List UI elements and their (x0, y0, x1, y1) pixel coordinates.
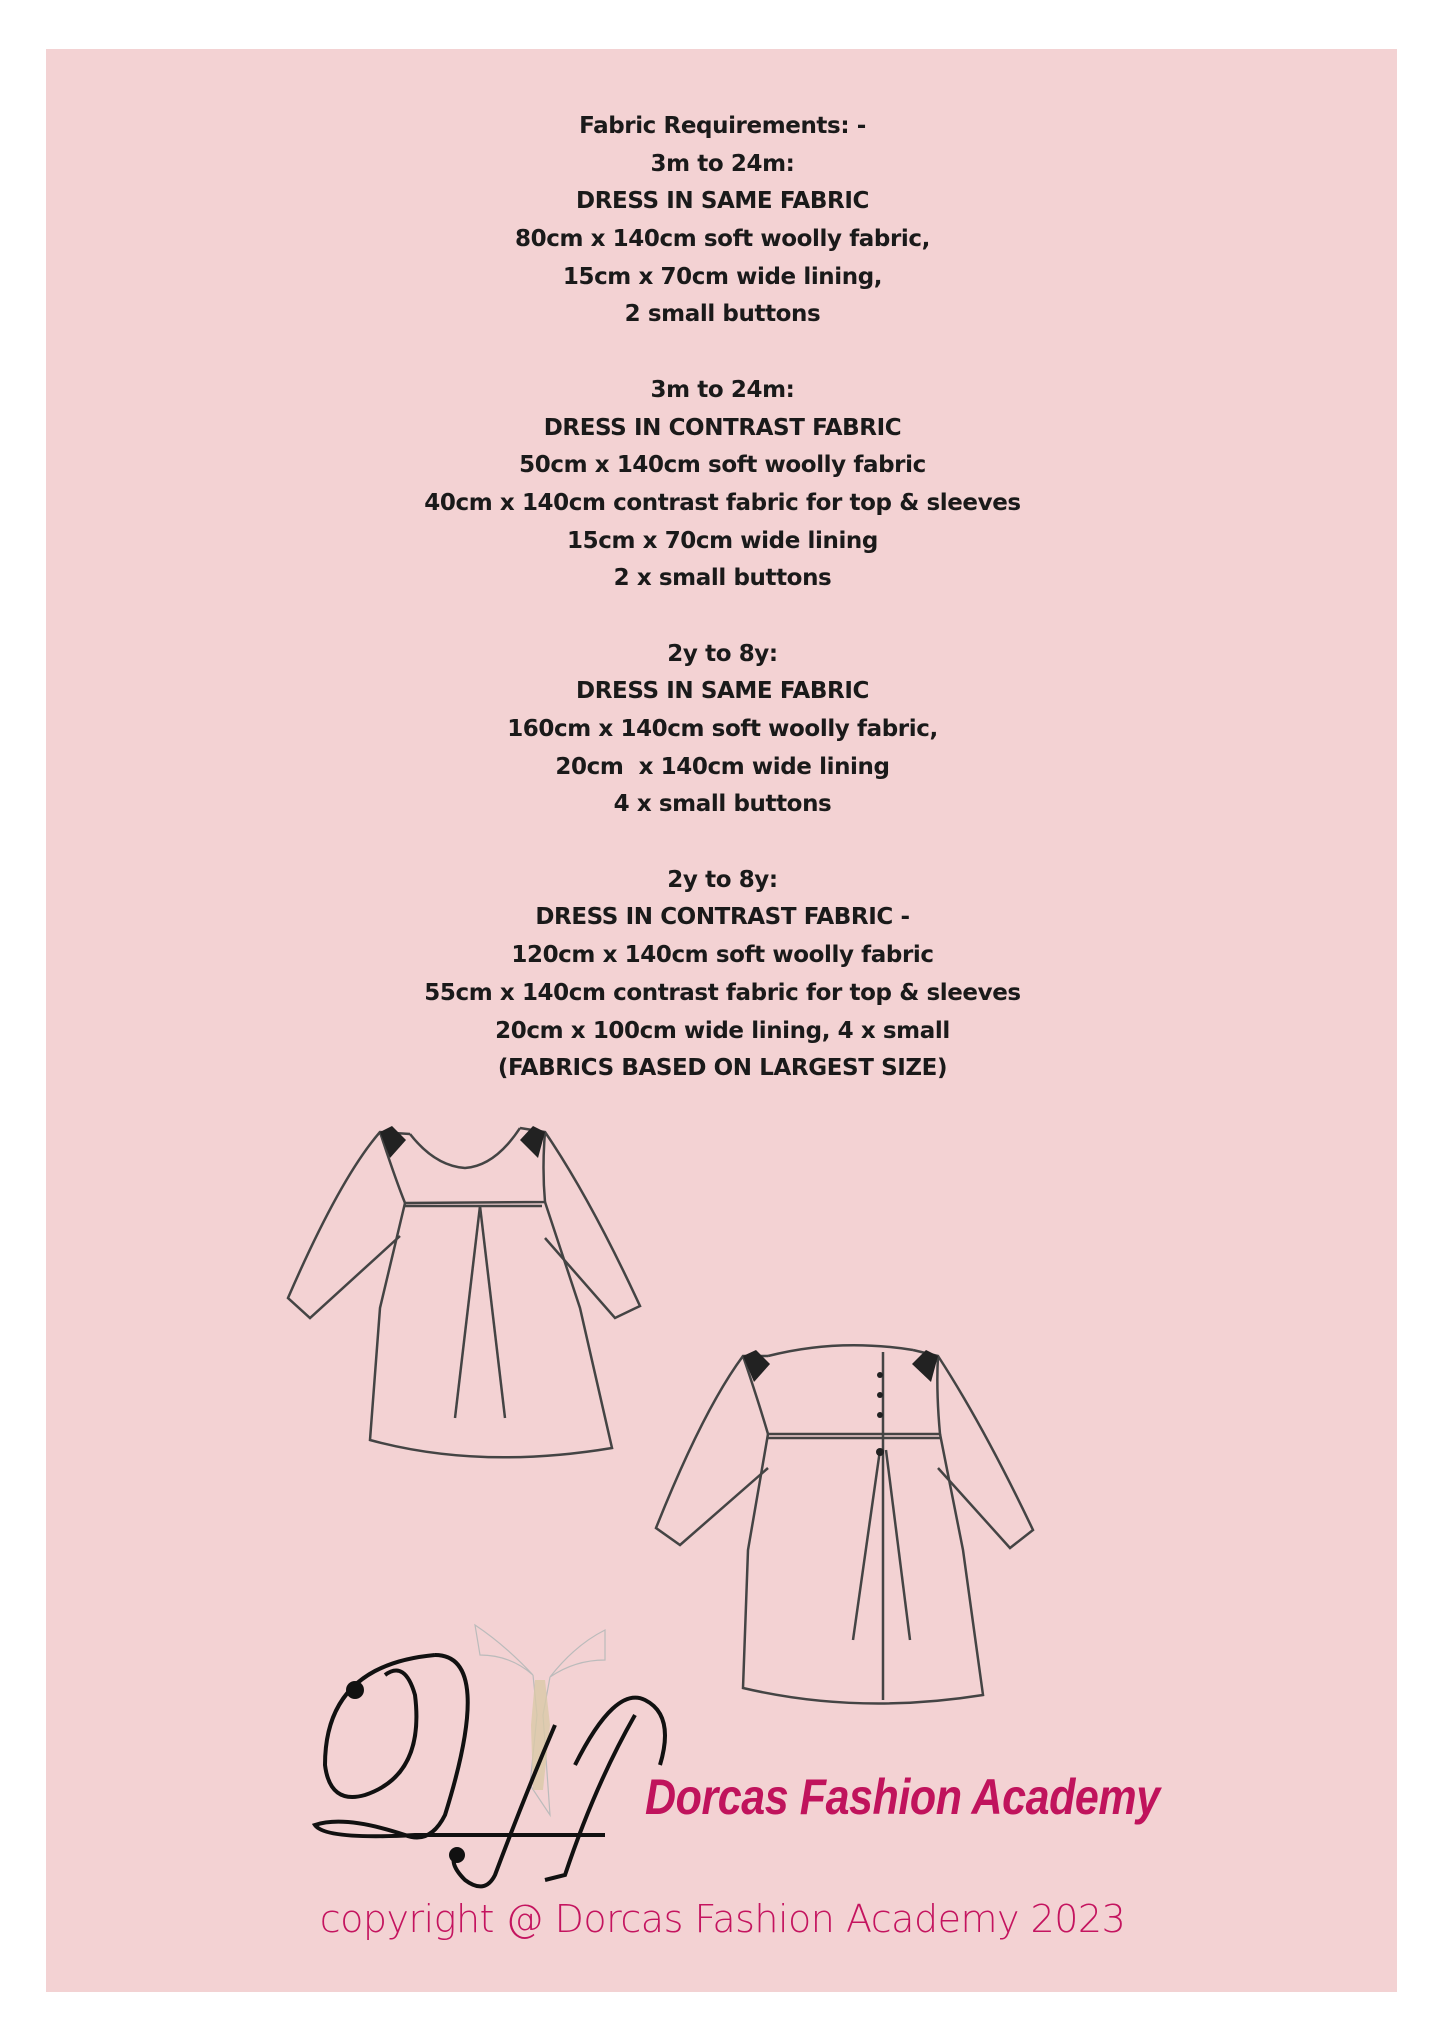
requirement-line: 20cm x 100cm wide lining, 4 x small (495, 1017, 950, 1044)
requirement-line: 15cm x 70cm wide lining, (562, 263, 883, 290)
requirement-line: Fabric Requirements: - (579, 113, 866, 139)
blank-line (0, 334, 1445, 372)
requirement-line: 120cm x 140cm soft woolly fabric (511, 942, 934, 969)
blank-line (0, 824, 1445, 862)
blank-line (0, 598, 1445, 636)
requirement-line: 3m to 24m: (650, 376, 795, 403)
requirement-line: 40cm x 140cm contrast fabric for top & sleeves (424, 489, 1021, 516)
fabric-requirements-text (0, 108, 1445, 1088)
requirement-line: 2 x small buttons (613, 565, 832, 592)
requirement-line: 2y to 8y: (667, 866, 778, 893)
requirement-line: 2 small buttons (624, 301, 821, 328)
dh-monogram-logo-icon (305, 1615, 775, 1895)
requirement-line: DRESS IN CONTRAST FABRIC (543, 414, 902, 441)
copyright-text: copyright @ Dorcas Fashion Academy 2023 (319, 1897, 1126, 1941)
requirement-line: 15cm x 70cm wide lining (567, 527, 878, 554)
requirement-line: 2y to 8y: (667, 640, 778, 667)
requirement-line: 55cm x 140cm contrast fabric for top & sleeves (424, 979, 1021, 1006)
requirement-line: 50cm x 140cm soft woolly fabric (519, 452, 926, 479)
requirement-line: 3m to 24m: (650, 150, 795, 177)
requirement-line: DRESS IN SAME FABRIC (576, 678, 869, 705)
requirement-line: (FABRICS BASED ON LARGEST SIZE) (497, 1055, 948, 1082)
requirement-line: 160cm x 140cm soft woolly fabric, (507, 716, 938, 742)
requirement-line: DRESS IN SAME FABRIC (576, 188, 869, 215)
requirement-line: 20cm x 140cm wide lining (555, 753, 890, 780)
requirement-line: 4 x small buttons (613, 791, 832, 818)
requirement-line: DRESS IN CONTRAST FABRIC - (535, 904, 910, 931)
requirement-line: 80cm x 140cm soft woolly fabric, (515, 226, 930, 253)
brand-name: Dorcas Fashion Academy (645, 1769, 1160, 1825)
